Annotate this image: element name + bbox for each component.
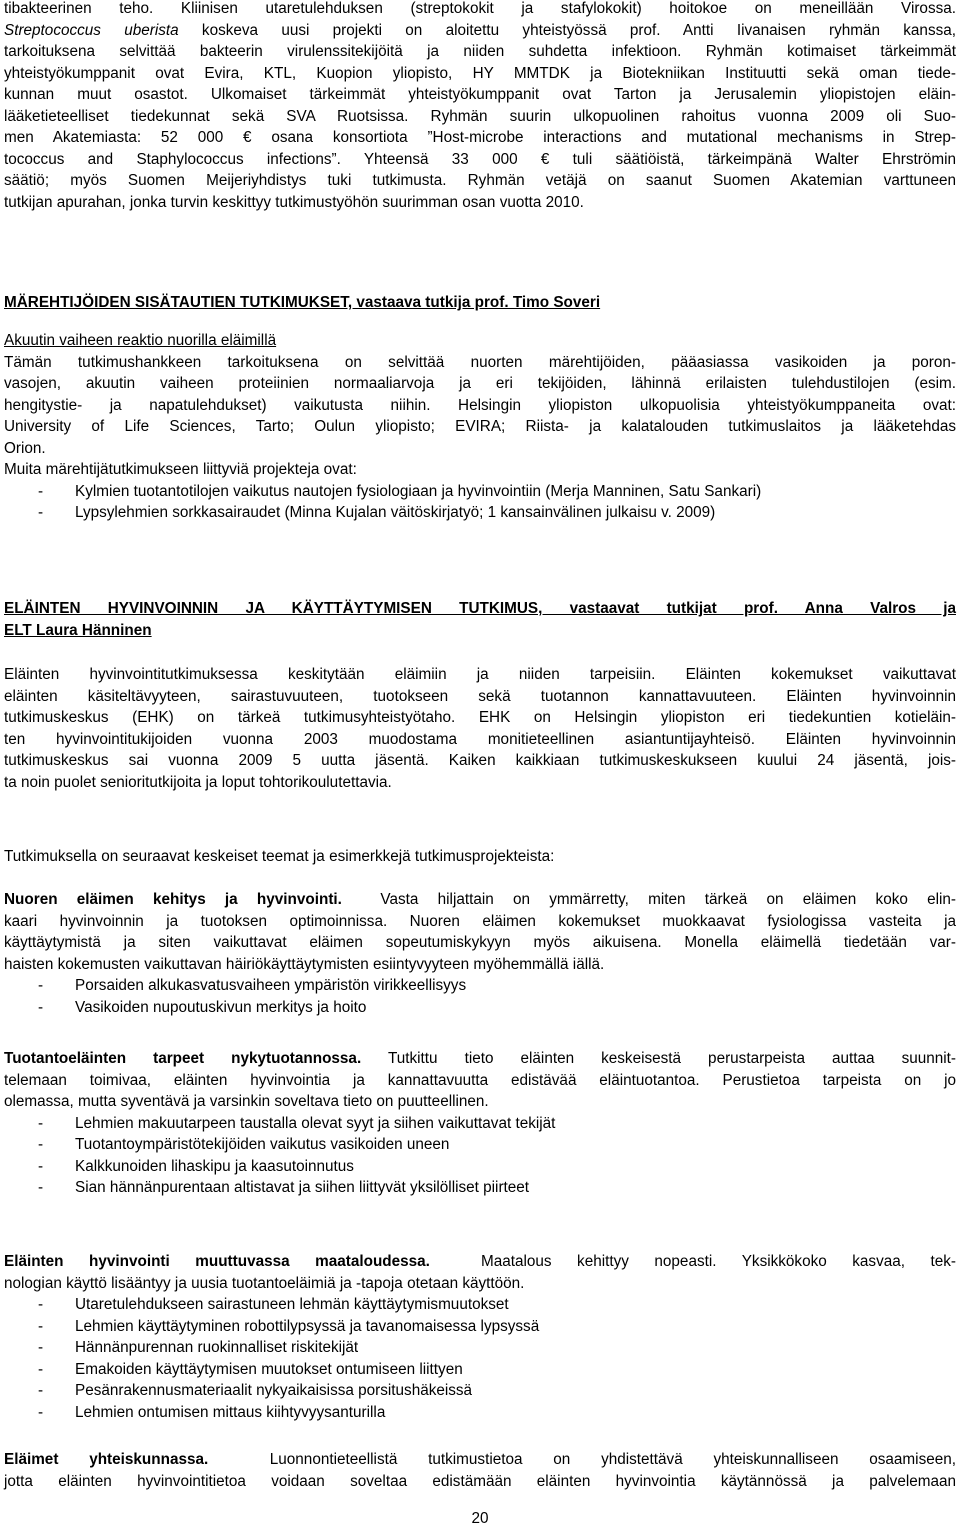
- text-line: säätiö; myös Suomen Meijeriyhdistys tuki tutkimusta. Ryhmän vetäjä on saanut Suomen Akatemian varttuneen: [4, 172, 956, 189]
- text-line: Tämän tutkimushankkeen tarkoituksena on selvittää nuorten märehtijöiden, pääasiassa vasikoiden ja poron-: [4, 353, 956, 371]
- text-line: Nuoren eläimen kehitys ja hyvinvointi. Vasta hiljattain on ymmärretty, miten tärkeä on eläimen koko elin-: [4, 891, 956, 908]
- theme-changing-agriculture: [4, 1251, 956, 1423]
- list-item: - Kylmien tuotantotilojen vaikutus nautojen fysiologiaan ja hyvinvointiin (Merja Manninen, Satu Sankari): [38, 482, 762, 500]
- text-line: telemaan toimivaa, eläinten hyvinvointia ja kannattavuutta edistävää eläintuotantoa. Perustietoa tarpeista on jo: [4, 1071, 956, 1089]
- text-line: kaari hyvinvoinnin ja tuotoksen optimoinnissa. Nuoren eläimen kokemukset muokkaavat fysiologissa vasteita ja: [4, 912, 956, 930]
- text-line: men Akatemiasta: 52 000 € osana konsortiota ”Host-microbe interactions and mutational mechanisms in Strep-: [4, 129, 956, 146]
- themes-intro: [4, 846, 956, 868]
- list-item: - Porsaiden alkukasvatusvaiheen ympäristön virikkeellisyys: [38, 977, 467, 994]
- section-animal-welfare: [4, 598, 956, 641]
- text-line: yhteistyökumppanit ovat Evira, KTL, Kuopion yliopisto, HY MMTDK ja Biotekniikan Instituutti sekä oman tiede-: [4, 64, 956, 82]
- text-line: tutkimuskeskus (EHK) on tärkeä tutkimusyhteistyötaho. EHK on Helsingin yliopiston eri tiedekuntien kotieläin-: [4, 709, 956, 726]
- text-line: olemassa, mutta syventävä ja varsinkin soveltava tieto on puutteellinen.: [4, 1093, 489, 1110]
- text-line: haisten kokemusten vaikuttavan häiriökäyttäytymisten esiintyvyyteen myöhemmällä iällä.: [4, 955, 605, 973]
- text-line: Eläinten hyvinvointitutkimuksessa keskitytään eläimiin ja niiden tarpeisiin. Eläinten kokemukset vaikuttavat: [4, 666, 956, 683]
- species-name: Streptococcus uberista: [4, 21, 179, 39]
- theme-young-animal: [4, 889, 956, 1018]
- section2-paragraph: [4, 664, 956, 793]
- list-item: - Utaretulehdukseen sairastuneen lehmän käyttäytymismuutokset: [38, 1296, 509, 1313]
- text-line: Eläinten hyvinvointi muuttuvassa maataloudessa. Maatalous kehittyy nopeasti. Yksikkökoko kasvaa, tek-: [4, 1253, 956, 1270]
- list-item: - Pesänrakennusmateriaalit nykyaikaisissa porsitushäkeissä: [38, 1382, 473, 1399]
- text-line: eläinten käsiteltävyyteen, sairastuvuuteen, tuotokseen sekä tuotannon kannattavuuteen. Eläinten hyvinvoinnin: [4, 687, 956, 705]
- theme-title: Eläinten hyvinvointi muuttuvassa maataloudessa.: [4, 1253, 430, 1270]
- text-line: vasojen, akuutin vaiheen proteiinien normaaliarvoja ja eri tekijöiden, lähinnä erilaisten tulehdustilojen (esim.: [4, 375, 956, 392]
- text-line: nologian käyttö lisääntyy ja uusia tuotantoeläimiä ja -tapoja otetaan käyttöön.: [4, 1274, 525, 1292]
- theme-title: Tuotantoeläinten tarpeet nykytuotannossa.: [4, 1050, 362, 1067]
- page-number: 20: [471, 1510, 489, 1527]
- section1-body: [4, 330, 956, 524]
- list-item: - Tuotantoympäristötekijöiden vaikutus vasikoiden uneen: [38, 1136, 450, 1153]
- section-heading: ELÄINTEN HYVINVOINNIN JA KÄYTTÄYTYMISEN TUTKIMUS, vastaavat tutkijat prof. Anna Valros ja: [4, 600, 956, 617]
- list-item: - Sian hännänpurentaan altistavat ja siihen liittyvät yksilölliset piirteet: [38, 1179, 530, 1196]
- text-line: käyttäytymistä ja siten vaikuttavat eläimen sopeutumiskykyyn myös aikuisena. Monella eläimellä tiedetään var-: [4, 934, 956, 951]
- text-line: Eläimet yhteiskunnassa. Luonnontieteellistä tutkimustietoa on yhdistettävä yhteiskunnalliseen osaamiseen,: [4, 1451, 956, 1468]
- section-heading: MÄREHTIJÖIDEN SISÄTAUTIEN TUTKIMUKSET, vastaava tutkija prof. Timo Soveri: [4, 294, 601, 311]
- project-subheading: Akuutin vaiheen reaktio nuorilla eläimillä: [4, 332, 277, 349]
- text-line: tibakteerinen teho. Kliinisen utaretulehduksen (streptokokit ja stafylokokit) hoitokoe on meneillään Virossa.: [4, 0, 956, 17]
- text-line: kunnan muut osastot. Ulkomaiset tärkeimmät yhteistyökumppanit ovat Tarton ja Jerusalemin yliopistojen eläin-: [4, 86, 956, 103]
- list-item: - Emakoiden käyttäytymisen muutokset ontumiseen liittyen: [38, 1360, 463, 1378]
- text-line: Orion.: [4, 439, 46, 457]
- intro-paragraph: [4, 0, 956, 213]
- text-line: Tutkimuksella on seuraavat keskeiset teemat ja esimerkkejä tutkimusprojekteista:: [4, 848, 555, 865]
- theme-title: Nuoren eläimen kehitys ja hyvinvointi.: [4, 891, 342, 908]
- list-item: - Vasikoiden nupoutuskivun merkitys ja hoito: [38, 998, 367, 1016]
- text-line: lääketieteelliset tiedekunnat sekä SVA Ruotsissa. Ryhmän suurin ulkopuolinen rahoitus vuonna 2009 oli Suo-: [4, 107, 956, 125]
- theme-animals-in-society: [4, 1449, 956, 1492]
- list-item: - Lehmien käyttäytyminen robottilypsyssä ja tavanomaisessa lypsyssä: [38, 1317, 540, 1335]
- text-line: Streptococcus uberista koskeva uusi projekti on aloitettu yhteistyössä prof. Antti Iivanaisen ryhmän kanssa,: [4, 21, 956, 39]
- list-item: - Hännänpurennan ruokinnalliset riskitekijät: [38, 1339, 359, 1356]
- section-ruminant-research: [4, 292, 956, 314]
- text-line: ten hyvinvointitukijoiden vuonna 2003 muodostama monitieteellinen asiantuntijayhteisö. Eläinten hyvinvoinnin: [4, 730, 956, 748]
- theme-title: Eläimet yhteiskunnassa.: [4, 1451, 209, 1468]
- text-line: Tuotantoeläinten tarpeet nykytuotannossa. Tutkittu tieto eläinten keskeisestä perustarpeista auttaa suunnit-: [4, 1050, 956, 1067]
- list-item: - Kalkkunoiden lihaskipu ja kaasutoinnutus: [38, 1157, 354, 1175]
- text-line: tutkijan apurahan, jonka turvin keskittyy tutkimustyöhön suurimman osan vuotta 2010.: [4, 193, 584, 211]
- text-line: tutkimuskeskus sai vuonna 2009 5 uutta jäsentä. Kaiken kaikkiaan tutkimuskeskukseen kuului 24 jäsentä, jois-: [4, 752, 956, 769]
- text-line: tarkoituksena selvittää bakteerin virulenssitekijöitä ja niiden suhdetta infektioon. Ryhmän kotimaiset tärkeimmät: [4, 43, 956, 60]
- list-item: - Lypsylehmien sorkkasairaudet (Minna Kujalan väitöskirjatyö; 1 kansainvälinen julkaisu v. 2009): [38, 504, 716, 521]
- list-item: - Lehmien ontumisen mittaus kiihtyvyysanturilla: [38, 1403, 386, 1421]
- section-heading-cont: ELT Laura Hänninen: [4, 621, 152, 639]
- list-item: - Lehmien makuutarpeen taustalla olevat syyt ja siihen vaikuttavat tekijät: [38, 1114, 556, 1132]
- text-line: tococcus and Staphylococcus infections”. Yhteensä 33 000 € tuli säätiöistä, tärkeimpänä Walter Ehrströmin: [4, 150, 956, 168]
- theme-production-needs: [4, 1048, 956, 1199]
- text-line: University of Life Sciences, Tarto; Oulun yliopisto; EVIRA; Riista- ja kalatalouden tutkimuslaitos ja lääketehdas: [4, 418, 956, 435]
- text-line: jotta eläinten hyvinvointitietoa voidaan soveltaa edistämään eläinten hyvinvointia käytännössä ja palvelemaan: [4, 1472, 956, 1490]
- text-line: hengitystie- ja napatulehdukset) vaikutusta niihin. Helsingin yliopiston ulkopuolisia yhteistyökumppaneita ovat:: [4, 396, 956, 414]
- text-line: ta noin puolet senioritutkijoita ja loput tohtorikoulutettavia.: [4, 773, 392, 791]
- text-line: Muita märehtijätutkimukseen liittyviä projekteja ovat:: [4, 461, 357, 478]
